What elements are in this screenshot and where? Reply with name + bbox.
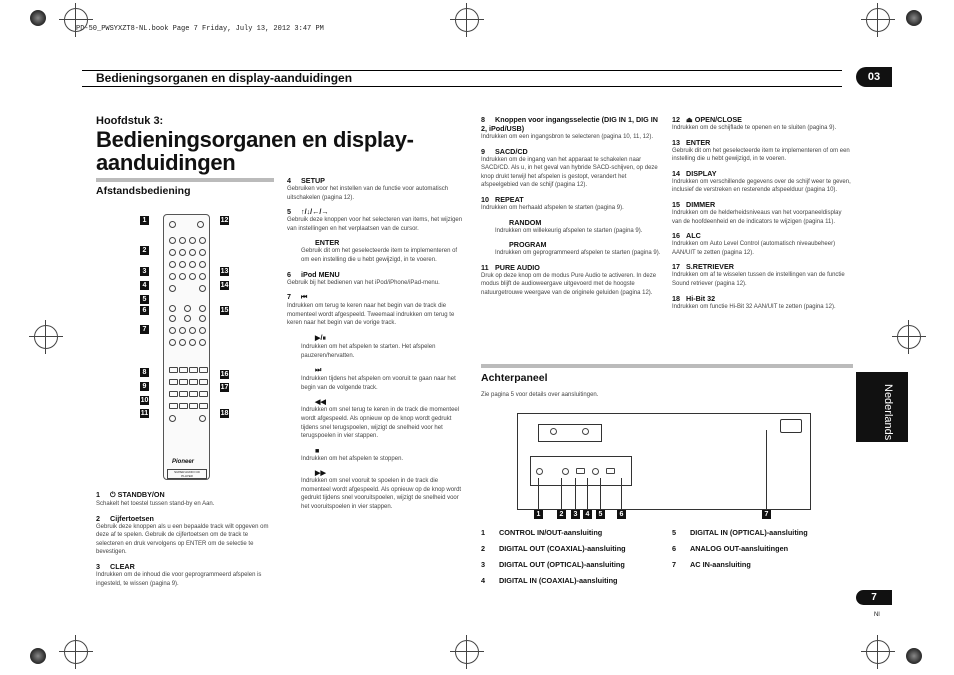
item-title <box>287 468 467 477</box>
rear-item-number: 3 <box>481 560 486 569</box>
item <box>287 270 467 288</box>
leader-line <box>600 478 601 510</box>
callout-number: 5 <box>596 510 605 519</box>
item-description: Indrukken om de schijflade te openen en te sluiten (pagina 9). <box>672 125 837 131</box>
item-number: 5 <box>287 207 291 217</box>
item-description: Indrukken om snel vooruit te spoelen in de track die momenteel wordt afgespeeld. Als opnieuw op de knop wordt gedrukt tijdens snel vooruitspoelen, wijzigt de snelheid voor het vooruitspoelen in vier stappen. <box>301 478 462 511</box>
color-dot-icon <box>906 10 922 26</box>
item-label: PURE AUDIO <box>495 262 540 272</box>
callout-number: 17 <box>220 384 229 391</box>
remote-button <box>189 273 196 280</box>
item-title <box>672 169 852 178</box>
item-number: 15 <box>672 199 680 209</box>
remote-button <box>169 237 176 244</box>
callout-number: 5 <box>140 295 149 304</box>
leader-line <box>621 478 622 510</box>
rear-item-number: 4 <box>481 576 486 585</box>
callout-number: 4 <box>583 510 592 519</box>
rear-item-number: 5 <box>672 528 677 537</box>
page-number: 7 <box>856 590 892 605</box>
item <box>287 333 467 360</box>
item-title <box>481 195 661 204</box>
item-number: 17 <box>672 262 680 272</box>
registration-mark-icon <box>64 640 88 664</box>
registration-mark-icon <box>866 640 890 664</box>
item-number: 14 <box>672 168 680 178</box>
remote-button <box>169 305 176 312</box>
remote-button <box>169 261 176 268</box>
callout-number: 16 <box>220 371 229 378</box>
item-label: SETUP <box>301 176 325 185</box>
rear-item-label: ANALOG OUT-aansluitingen <box>690 544 789 553</box>
rear-item <box>672 528 862 537</box>
remote-button <box>199 285 206 292</box>
item-number: 18 <box>672 293 680 303</box>
remote-button <box>169 391 178 397</box>
item-description: Gebruik deze knoppen als u een bepaalde track wilt opgeven om deze af te spelen. Gebruik de cijfertoetsen om de track te selecteren en druk vervolgens op ENTER om de selectie te bevestigen. <box>96 523 269 556</box>
item-label: ⏭ <box>315 365 322 375</box>
registration-mark-icon <box>64 8 88 32</box>
callout-number: 7 <box>762 510 771 519</box>
callout-number: 1 <box>140 216 149 225</box>
item-description: Indrukken om terug te keren naar het begin van de track die momenteel wordt afgespeeld. Tweemaal indrukken om terug te keren naar het begin van de vorige track. <box>287 303 455 327</box>
remote-button <box>199 273 206 280</box>
remote-button <box>179 379 188 385</box>
remote-button <box>199 379 208 385</box>
item-title <box>287 238 467 247</box>
remote-button <box>199 391 208 397</box>
remote-button <box>189 403 198 409</box>
item <box>287 365 467 392</box>
item-title <box>481 218 661 227</box>
item-description: Gebruik bij het bedienen van het iPod/iPhone/iPad-menu. <box>287 279 440 286</box>
remote-button <box>169 403 178 409</box>
rear-item-label: DIGITAL OUT (COAXIAL)-aansluiting <box>499 544 626 553</box>
item-label: ▶/⏸ <box>315 332 327 342</box>
remote-button <box>199 261 206 268</box>
item-number: 11 <box>481 262 489 272</box>
item-number: 10 <box>481 194 489 204</box>
item <box>672 200 852 226</box>
remote-button <box>179 237 186 244</box>
header-title: Bedieningsorganen en display-aanduidingen <box>96 71 353 85</box>
item <box>287 446 467 464</box>
remote-button <box>189 237 196 244</box>
column-2 <box>287 176 467 517</box>
item-title <box>96 514 276 523</box>
rear-item <box>672 560 862 569</box>
leader-line <box>575 478 576 510</box>
rear-item-label: DIGITAL IN (OPTICAL)-aansluiting <box>690 528 808 537</box>
rear-item-label: AC IN-aansluiting <box>690 560 751 569</box>
remote-button <box>184 305 191 312</box>
color-dot-icon <box>906 648 922 664</box>
item-title <box>287 207 467 216</box>
remote-button <box>169 379 178 385</box>
item <box>672 294 852 312</box>
item-description: Indrukken om snel terug te keren in de track die momenteel wordt afgespeeld. Als opnieuw op de knop wordt gedrukt tijdens snel terugspoelen, wijzigt de snelheid voor het terugspoelen in vier stappen. <box>301 407 460 440</box>
callout-number: 9 <box>140 382 149 391</box>
callout-number: 12 <box>220 217 229 224</box>
registration-mark-icon <box>455 640 479 664</box>
callout-number: 3 <box>571 510 580 519</box>
callout-number: 7 <box>140 325 149 334</box>
section-heading-rear: Achterpaneel <box>481 372 548 384</box>
item-title <box>672 231 852 240</box>
color-dot-icon <box>30 10 46 26</box>
remote-button <box>169 285 176 292</box>
rear-list-right <box>672 528 862 576</box>
item <box>287 292 467 328</box>
chapter-label: Hoofdstuk 3: <box>96 115 164 127</box>
item-label: DIMMER <box>686 199 716 209</box>
item-title <box>287 333 467 343</box>
remote-button <box>169 415 176 422</box>
remote-button <box>199 339 206 346</box>
item <box>96 562 276 588</box>
item-number: 3 <box>96 561 100 571</box>
item-label: Knoppen voor ingangsselectie (DIG IN 1, DIG IN 2, iPod/USB) <box>481 115 658 133</box>
item-title <box>287 270 467 279</box>
item <box>481 240 661 258</box>
item-label: S.RETRIEVER <box>686 262 734 272</box>
item-label: ↑/↓/←/→ <box>301 207 329 217</box>
registration-mark-icon <box>897 325 921 349</box>
item <box>481 147 661 190</box>
callout-number: 15 <box>220 307 229 314</box>
item-title <box>96 490 276 500</box>
rear-item-number: 7 <box>672 560 677 569</box>
item-label: CLEAR <box>110 561 135 571</box>
callout-number: 1 <box>534 510 543 519</box>
rear-item-label: CONTROL IN/OUT-aansluiting <box>499 528 603 537</box>
item-label: ALC <box>686 231 701 241</box>
item <box>481 263 661 298</box>
item-description: Indrukken om de ingang van het apparaat te schakelen naar SACD/CD. Als u, in het geval van hybride SACD-schijven, op deze knop drukt terwijl het afspelen is gestopt, verandert het afspeelgebied van de schijf (pagina 12). <box>481 156 658 189</box>
chapter-tab: 03 <box>856 67 892 87</box>
item-label: ▶▶ <box>315 468 327 478</box>
rear-item <box>672 544 862 553</box>
remote-button <box>199 305 206 312</box>
item-label: Cijfertoetsen <box>110 513 154 523</box>
item <box>287 397 467 440</box>
item <box>287 207 467 233</box>
item-label: ◀◀ <box>315 397 327 407</box>
callout-number: 4 <box>140 281 149 290</box>
item-description: Druk op deze knop om de modus Pure Audio te activeren. In deze modus blijft de audioweergave uitgevoerd met de hoogste natuurgetrouwe weergave van de originele geluiden (pagina 12). <box>481 272 657 296</box>
item <box>481 195 661 213</box>
item-description: Gebruiken voor het instellen van de functie voor automatisch uitschakelen (pagina 12). <box>287 186 449 201</box>
remote-button <box>189 379 198 385</box>
callout-number: 11 <box>140 410 149 417</box>
remote-button <box>189 367 198 373</box>
page-title <box>96 128 436 174</box>
item-number: 1 <box>96 490 100 499</box>
item-number: 9 <box>481 146 485 156</box>
callout-number: 6 <box>140 306 149 315</box>
item-title <box>287 176 467 185</box>
item-label: ⏮ <box>301 292 308 302</box>
rear-item-number: 6 <box>672 544 677 553</box>
item-description: Indrukken om een ingangsbron te selecteren (pagina 10, 11, 12). <box>481 134 654 140</box>
remote-button <box>199 315 206 322</box>
section-rule <box>481 364 853 368</box>
registration-mark-icon <box>455 8 479 32</box>
remote-button <box>199 249 206 256</box>
item-title <box>481 147 661 156</box>
remote-control-illustration <box>163 214 210 480</box>
item-description: Gebruik dit om het geselecteerde item te implementeren of om een instelling die u hebt gewijzigd, in te voeren. <box>672 147 850 163</box>
rear-item <box>481 560 671 569</box>
item <box>672 138 852 164</box>
column-3 <box>481 115 661 303</box>
item-number: 16 <box>672 231 680 241</box>
section-heading-remote: Afstandsbediening <box>96 185 191 197</box>
remote-button <box>189 261 196 268</box>
item <box>481 218 661 236</box>
item <box>672 231 852 257</box>
item-title <box>672 138 852 147</box>
item-description: Indrukken om het afspelen te starten. Het afspelen pauzeren/hervatten. <box>301 343 436 359</box>
item-title <box>481 263 661 272</box>
item-label: ■ <box>315 445 320 455</box>
rear-item-label: DIGITAL IN (COAXIAL)-aansluiting <box>499 576 618 585</box>
item-description: Indrukken om het afspelen te stoppen. <box>301 455 404 462</box>
item-label: REPEAT <box>495 194 524 204</box>
item-title <box>287 292 467 302</box>
item-title <box>672 115 852 124</box>
leader-line <box>561 478 562 510</box>
item-title <box>672 294 852 303</box>
remote-button <box>199 403 208 409</box>
remote-button <box>169 327 176 334</box>
remote-button <box>169 339 176 346</box>
callout-number: 2 <box>557 510 566 519</box>
item <box>672 262 852 288</box>
item-description: Indrukken om functie Hi-Bit 32 AAN/UIT te zetten (pagina 12). <box>672 303 836 310</box>
item-description: Indrukken om verschillende gegevens over de schijf weer te geven, inclusief de verstreken en resterende afspeelduur (pagina 10). <box>672 178 851 194</box>
remote-button <box>199 327 206 334</box>
registration-mark-icon <box>866 8 890 32</box>
column-4 <box>672 115 852 316</box>
item-label: ⏻ STANDBY/ON <box>110 490 165 499</box>
rear-item-label: DIGITAL OUT (OPTICAL)-aansluiting <box>499 560 625 569</box>
item-description: Indrukken om geprogrammeerd afspelen te starten (pagina 9). <box>495 250 661 257</box>
leader-line <box>766 430 767 510</box>
remote-button <box>179 249 186 256</box>
remote-button <box>179 261 186 268</box>
item-number: 8 <box>481 115 485 124</box>
language-tab <box>856 372 908 442</box>
rear-item-number: 1 <box>481 528 486 537</box>
remote-brand-label: Pioneer <box>172 459 195 465</box>
item <box>481 115 661 142</box>
page-title-line-2: aanduidingen <box>96 150 236 175</box>
callout-number: 10 <box>140 397 149 404</box>
item-description: Gebruik dit om het geselecteerde item te implementeren of om een instelling die u hebt gewijzigd, in te voeren. <box>301 248 458 263</box>
rear-item-number: 2 <box>481 544 486 553</box>
item-number: 6 <box>287 269 291 279</box>
item-label: RANDOM <box>509 217 542 227</box>
remote-button <box>169 367 178 373</box>
remote-button <box>179 403 188 409</box>
section-rule <box>96 178 274 182</box>
color-dot-icon <box>30 648 46 664</box>
language-tab-label: Nederlands <box>882 384 894 441</box>
remote-button <box>169 273 176 280</box>
item-title <box>481 115 661 133</box>
item <box>287 468 467 511</box>
item-label: ENTER <box>315 238 340 248</box>
remote-button <box>189 327 196 334</box>
item <box>96 514 276 557</box>
item-label: ⏏ OPEN/CLOSE <box>686 115 742 124</box>
callout-number: 6 <box>617 510 626 519</box>
page-title-line-1: Bedieningsorganen en display- <box>96 127 414 152</box>
item-description: Indrukken om de helderheidsniveaus van het voorpaneeldisplay van de hoofdeenheid en de indicators te wijzigen (pagina 11). <box>672 209 842 225</box>
item-label: ENTER <box>686 137 711 147</box>
item-description: Indrukken om Auto Level Control (automatisch niveaubeheer) AAN/UIT te zetten (pagina 12). <box>672 241 836 256</box>
item <box>672 169 852 195</box>
item <box>96 490 276 509</box>
item-title <box>672 262 852 271</box>
item <box>287 238 467 264</box>
remote-button <box>169 249 176 256</box>
remote-model-label: SUPER AUDIO CD PLAYER <box>167 469 207 479</box>
registration-mark-icon <box>34 325 58 349</box>
remote-button <box>199 367 208 373</box>
item-description: Indrukken om herhaald afspelen te starten (pagina 9). <box>481 204 624 211</box>
callout-number: 8 <box>140 368 149 377</box>
item-number: 4 <box>287 176 291 185</box>
item-description: Gebruik deze knoppen voor het selecteren van items, het wijzigen van instellingen en het verplaatsen van de cursor. <box>287 217 463 232</box>
item-label: PROGRAM <box>509 240 547 250</box>
item-title <box>287 446 467 455</box>
remote-button <box>179 327 186 334</box>
item-number: 7 <box>287 292 291 302</box>
remote-button <box>189 339 196 346</box>
remote-button <box>184 315 191 322</box>
remote-button <box>189 249 196 256</box>
item-label: Hi-Bit 32 <box>686 293 716 303</box>
remote-button <box>189 391 198 397</box>
callout-number: 2 <box>140 246 149 255</box>
leader-line <box>587 478 588 510</box>
item-number: 2 <box>96 513 100 523</box>
item-title <box>481 240 661 249</box>
rear-item <box>481 544 671 553</box>
callout-number: 3 <box>140 267 149 276</box>
remote-button <box>179 367 188 373</box>
item-description: Schakelt het toestel tussen stand-by en Aan. <box>96 501 215 507</box>
pdf-header: PD-50_PWSYXZT8-NL.book Page 7 Friday, July 13, 2012 3:47 PM <box>76 25 324 33</box>
remote-button <box>169 315 176 322</box>
item-description: Indrukken om willekeurig afspelen te starten (pagina 9). <box>495 227 643 234</box>
remote-button <box>179 391 188 397</box>
item-description: Indrukken om de inhoud die voor geprogrammeerd afspelen is ingesteld, te wissen (pagina 9). <box>96 571 262 587</box>
page-lang: Nl <box>874 612 880 618</box>
callout-number: 14 <box>220 282 229 289</box>
item-label: iPod MENU <box>301 269 340 279</box>
item-number: 13 <box>672 137 680 147</box>
item-title <box>672 200 852 209</box>
item-label: DISPLAY <box>686 168 717 178</box>
item-title <box>287 397 467 406</box>
remote-button <box>179 339 186 346</box>
callout-number: 13 <box>220 268 229 275</box>
callout-number: 18 <box>220 410 229 417</box>
item-description: Indrukken om af te wisselen tussen de instellingen van de functie Sound retriever (pagina 12). <box>672 272 845 287</box>
rear-list-left <box>481 528 671 592</box>
remote-button <box>199 237 206 244</box>
remote-button <box>199 415 206 422</box>
rear-item <box>481 576 671 585</box>
remote-button <box>179 273 186 280</box>
item-number: 12 <box>672 115 680 124</box>
item <box>672 115 852 133</box>
rear-intro: Zie pagina 5 voor details over aansluitingen. <box>481 392 599 398</box>
item-label: SACD/CD <box>495 146 528 156</box>
item-description: Indrukken tijdens het afspelen om vooruit te gaan naar het begin van de volgende track. <box>301 376 456 391</box>
item <box>287 176 467 202</box>
item-title <box>287 365 467 375</box>
leader-line <box>538 478 539 510</box>
item-title <box>96 562 276 571</box>
rear-item <box>481 528 671 537</box>
column-1 <box>96 490 276 593</box>
